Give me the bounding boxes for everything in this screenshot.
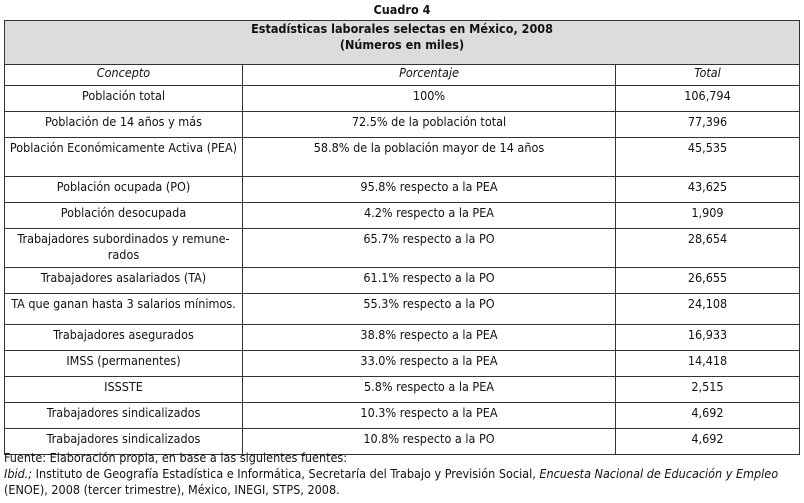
cell-total: 24,108 <box>616 294 800 325</box>
table-caption: Cuadro 4 <box>373 2 431 17</box>
table-subtitle: (Números en miles) <box>339 37 465 52</box>
cell-total: 4,692 <box>616 403 800 429</box>
source-institutions: Instituto de Geografía Estadística e Informática, Secretaría del Trabajo y Previsión Social, <box>32 466 540 481</box>
cell-porcentaje: 65.7% respecto a la PO <box>243 229 616 268</box>
cell-total: 43,625 <box>616 177 800 203</box>
cell-concepto: Población Económicamente Activa (PEA) <box>5 138 243 177</box>
cell-total: 26,655 <box>616 268 800 294</box>
table-row <box>5 325 800 351</box>
cell-concepto: TA que ganan hasta 3 salarios mínimos. <box>5 294 243 325</box>
table-title <box>5 21 800 65</box>
column-header-concepto: Concepto <box>5 65 243 86</box>
source-line-2 <box>4 466 804 482</box>
ibid-label: Ibid.; <box>4 466 33 481</box>
cell-porcentaje: 55.3% respecto a la PO <box>243 294 616 325</box>
table-row <box>5 86 800 112</box>
cell-total: 14,418 <box>616 351 800 377</box>
cell-porcentaje: 10.8% respecto a la PO <box>243 429 616 455</box>
cell-concepto: Trabajadores sindicalizados <box>5 429 243 455</box>
cell-concepto: Trabajadores sindicalizados <box>5 403 243 429</box>
cell-porcentaje: 100% <box>243 86 616 112</box>
cell-concepto: Población ocupada (PO) <box>5 177 243 203</box>
cell-porcentaje: 5.8% respecto a la PEA <box>243 377 616 403</box>
cell-concepto: Población total <box>5 86 243 112</box>
column-header-total: Total <box>616 65 800 86</box>
table-row <box>5 294 800 325</box>
cell-total: 16,933 <box>616 325 800 351</box>
cell-total: 1,909 <box>616 203 800 229</box>
cell-concepto: Trabajadores asalariados (TA) <box>5 268 243 294</box>
cell-concepto: Población de 14 años y más <box>5 112 243 138</box>
cell-total: 28,654 <box>616 229 800 268</box>
table-row <box>5 268 800 294</box>
cell-total: 45,535 <box>616 138 800 177</box>
table-row <box>5 112 800 138</box>
cell-concepto: IMSS (permanentes) <box>5 351 243 377</box>
column-header-porcentaje: Porcentaje <box>243 65 616 86</box>
labor-statistics-table <box>4 20 800 455</box>
cell-porcentaje: 58.8% de la población mayor de 14 años <box>243 138 616 177</box>
cell-total: 2,515 <box>616 377 800 403</box>
table-row <box>5 229 800 268</box>
table-row <box>5 351 800 377</box>
cell-concepto: ISSSTE <box>5 377 243 403</box>
cell-total: 4,692 <box>616 429 800 455</box>
cell-total: 106,794 <box>616 86 800 112</box>
table-row <box>5 377 800 403</box>
source-line-1: Fuente: Elaboración propia, en base a las siguientes fuentes: <box>4 450 348 465</box>
table-row <box>5 177 800 203</box>
cell-porcentaje: 10.3% respecto a la PEA <box>243 403 616 429</box>
cell-concepto: Trabajadores asegurados <box>5 325 243 351</box>
cell-porcentaje: 38.8% respecto a la PEA <box>243 325 616 351</box>
cell-porcentaje: 95.8% respecto a la PEA <box>243 177 616 203</box>
cell-total: 77,396 <box>616 112 800 138</box>
cell-porcentaje: 61.1% respecto a la PO <box>243 268 616 294</box>
cell-concepto: Trabajadores subordinados y remune-rados <box>5 229 243 268</box>
cell-porcentaje: 72.5% de la población total <box>243 112 616 138</box>
source-line-3: (ENOE), 2008 (tercer trimestre), México, INEGI, STPS, 2008. <box>4 482 340 497</box>
source-notes <box>4 450 804 498</box>
table-title-text: Estadísticas laborales selectas en México, 2008 <box>251 21 553 36</box>
table-row <box>5 203 800 229</box>
table-row <box>5 403 800 429</box>
survey-title: Encuesta Nacional de Educación y Empleo <box>539 466 779 481</box>
cell-porcentaje: 33.0% respecto a la PEA <box>243 351 616 377</box>
cell-porcentaje: 4.2% respecto a la PEA <box>243 203 616 229</box>
cell-concepto: Población desocupada <box>5 203 243 229</box>
table-row <box>5 138 800 177</box>
